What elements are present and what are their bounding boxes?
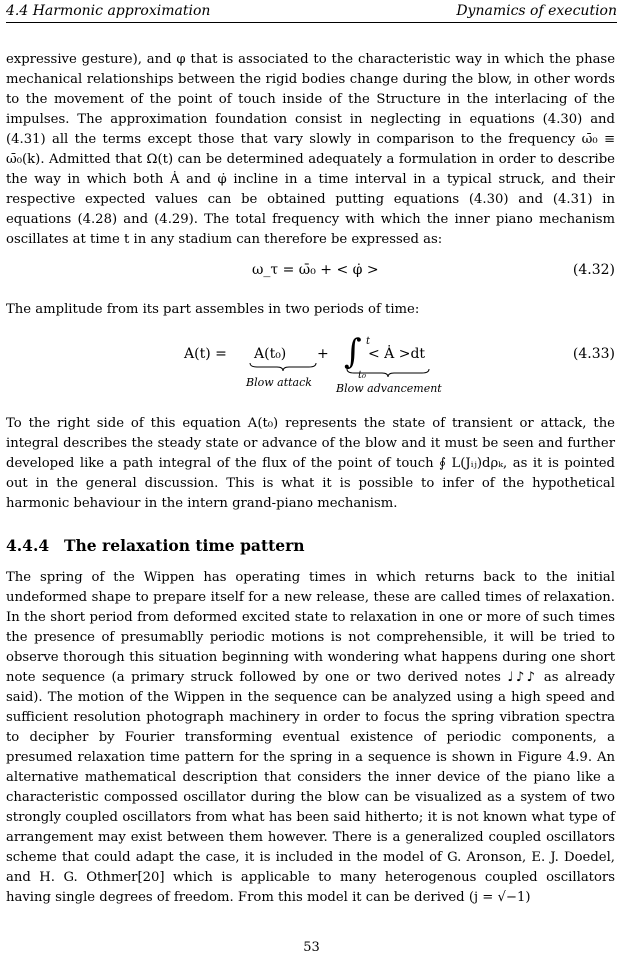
integral-lower-limit: t₀	[358, 370, 367, 381]
paragraph-relaxation: The spring of the Wippen has operating times in which returns back to the initial undeformed shape to prepare itself for a new release, these are called times of relaxation. In the short period from deformed excited state to relaxation in one or more of such times the presence of presumablly periodic motions is not comprehensible, it will be tried to observe thorough this situation beginning with wondering what happens during one short note sequence (a primary struck followed by one or two derived notes ♩♪♪ as already said). The motion of the Wippen in the sequence can be analyzed using a high speed and sufficient resolution photograph machinery in order to focus the spring vibration spectra to decipher by Fourier transforming eventual existence of periodic components, a presumed relaxation time pattern for the spring in a sequence is shown in Figure 4.9. An alternative mathematical description that considers the inner device of the piano like a characteristic compossed oscillator during the blow can be visualized as a system of two strongly coupled oscillators from what has been said hitherto; it is not known what type of arrangement may exist between them however. There is a generalized coupled oscillators scheme that could adapt the case, it is included in the model of G. Aronson, E. J. Doedel, and H. G. Othmer[20] which is applicable to many heterogenous coupled oscillators having single degrees of freedom. From this model it can be derived (j = √−1)	[6, 570, 615, 905]
section-heading	[6, 535, 305, 557]
equation-4-33-advancement-label: Blow advancement	[336, 382, 442, 395]
integral-integrand: < Ȧ >dt	[368, 346, 426, 362]
equation-4-33-attack-term: A(t₀)	[254, 346, 287, 362]
running-head-right: Dynamics of execution	[456, 3, 617, 19]
page-number: 53	[303, 940, 320, 955]
paragraph-approximation: expressive gesture), and φ that is associated to the characteristic way in which the phase mechanical relationships between the rigid bodies change during the blow, in other words to the movement of the point of touch inside of the Structure in the interlacing of the impulses. The approximation foundation consist in neglecting in equations (4.30) and (4.31) all the terms except those that vary slowly in comparison to the frequency ω̄₀ ≡ ω̄₀(k). Admitted that Ω(t) can be determined adequately a formulation in order to describe the way in which both Ȧ and φ̇ incline in a time interval in a typical struck, and their respective expected values can be obtained putting equations (4.30) and (4.31) in equations (4.28) and (4.29). The total frequency with which the inner piano mechanism oscillates at time t in any stadium can therefore be expressed as:	[6, 52, 615, 247]
equation-4-33-attack-label: Blow attack	[246, 376, 312, 389]
equation-4-33-lhs: A(t) =	[184, 346, 227, 362]
equation-4-33-number: (4.33)	[572, 346, 615, 362]
section-title: The relaxation time pattern	[64, 536, 305, 555]
section-number: 4.4.4	[6, 536, 50, 555]
paragraph-amplitude: The amplitude from its part assembles in two periods of time:	[6, 302, 420, 317]
integral-sign: ∫	[344, 332, 362, 372]
equation-4-32	[6, 262, 615, 284]
running-head-left: 4.4 Harmonic approximation	[6, 3, 211, 19]
equation-4-32-number: (4.32)	[572, 262, 615, 278]
underbrace-attack	[249, 362, 317, 372]
paragraph-right-side: To the right side of this equation A(t₀) represents the state of transient or attack, the integral describes the steady state or advance of the blow and it must be seen and further developed like a path integral of the flux of the point of touch ∮ L(Jᵢⱼ)dρₖ, as it is pointed out in the general discussion. This is what it is possible to infer of the hypothetical harmonic behaviour in the intern grand-piano mechanism.	[6, 416, 615, 511]
equation-4-33	[6, 332, 615, 404]
underbrace-advancement	[346, 368, 430, 378]
running-head	[6, 2, 617, 23]
equation-4-33-plus: +	[317, 346, 329, 362]
integral-upper-limit: t	[366, 336, 371, 347]
equation-4-32-math: ω_τ = ω̄₀ + < φ̇ >	[252, 262, 379, 278]
